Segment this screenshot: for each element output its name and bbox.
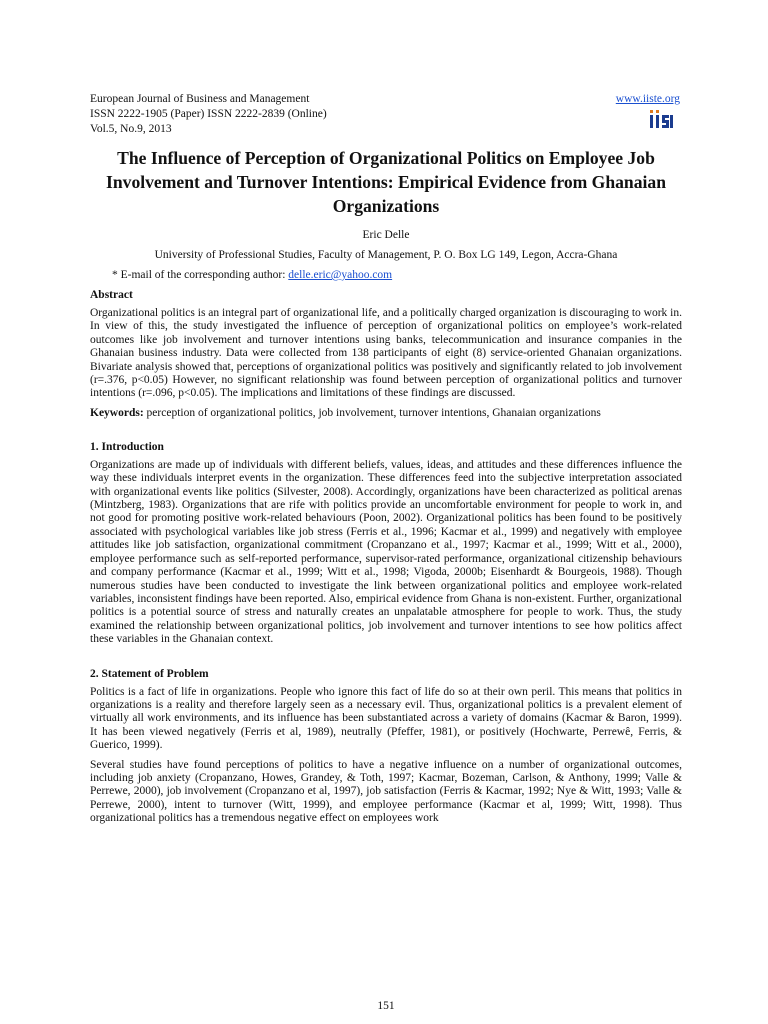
abstract-heading: Abstract (90, 289, 133, 301)
email-link[interactable]: delle.eric@yahoo.com (288, 269, 393, 281)
page-number: 151 (377, 1000, 395, 1012)
corresponding-email (90, 268, 682, 283)
paper-page (90, 92, 682, 1012)
author-affiliation: University of Professional Studies, Faculty of Management, P. O. Box LG 149, Legon, Accra-Ghana (154, 249, 618, 261)
keywords-label: Keywords: (90, 406, 144, 419)
journal-volume: Vol.5, No.9, 2013 (90, 123, 172, 135)
journal-url-link[interactable]: www.iiste.org (615, 93, 680, 105)
journal-header (90, 92, 682, 140)
keywords-text: perception of organizational politics, job involvement, turnover intentions, Ghanaian organizations (146, 406, 601, 419)
author-name: Eric Delle (362, 229, 410, 241)
keywords (90, 406, 682, 420)
journal-issn: ISSN 2222-1905 (Paper) ISSN 2222-2839 (Online) (90, 108, 327, 120)
paper-title: The Influence of Perception of Organizational Politics on Employee Job Involvement and Turnover Intentions: Empirical Evidence from Ghanaian Organizations (106, 148, 666, 216)
journal-name: European Journal of Business and Management (90, 93, 310, 105)
email-label: * E-mail of the corresponding author: (112, 269, 286, 281)
section-heading-introduction: 1. Introduction (90, 440, 164, 453)
problem-paragraph-1: Politics is a fact of life in organizations. People who ignore this fact of life do so at their own peril. This means that politics in organizations is a reality and therefore largely seen as a necessary evil. Thus, organizational politics is a prevalent element of virtually all work environments, and its influence has been substantiated across a variety of domains (Kacmar & Baron, 1999). It has been viewed negatively (Ferris et al, 1989), neutrally (Pfeffer, 1981), or positively (Hochwarte, Perrewê, Ferris, & Guerico, 1999). (90, 685, 682, 752)
iiste-logo-icon (648, 110, 674, 130)
introduction-paragraph: Organizations are made up of individuals with different beliefs, values, ideas, and attitudes and these differences influence the way these individuals interpret events in the organization. These differences feed into the subjective interpretation associated with organizational events like politics (Silvester, 2008). Accordingly, organizations have been characterized as political arenas (Mintzberg, 1983). Organizations that are rife with politics provide an uncomfortable environment for people to work in, and not good for promoting positive work-related behaviours (Poon, 2002). Organizational politics has been found to be positively associated with psychological variables like job stress (Ferris et al., 1996; Kacmar et al., 1999) and negatively with employee attitudes like job satisfaction, organizational commitment (Cropanzano et al., 1997; Kacmar et al., 1999; Witt et al., 2000), employee performance such as self-reported performance, supervisor-rated performance, organizational citizenship behaviours and company performance (Kacmar et al., 1999; Witt et al., 1998; Vigoda, 2000b; Eisenhardt & Bourgeois, 1988). Though numerous studies have been conducted to investigate the link between organizational politics and employee work-related variables, inconsistent findings have been reported. Also, empirical evidence from Ghana is non-existent. Further, organizational politics is a potential source of stress and naturally creates an unpalatable atmosphere for people to work. Thus, the study examined the relationship between organizational politics, job involvement and turnover intentions to see how politics affect these variables in the Ghanaian context. (90, 458, 682, 646)
abstract-text: Organizational politics is an integral part of organizational life, and a politically charged organization is discouraging to work in. In view of this, the study investigated the influence of perception of organizational politics on employee’s work-related outcomes like job involvement and turnover intentions using banks, telecommunication and insurance companies in the Ghanaian business industry. Data were collected from 138 participants of eight (8) service-oriented Ghanaian organizations. Bivariate analysis showed that, perceptions of organizational politics was positively and significantly related to job involvement (r=.376, p<0.05) However, no significant relationship was found between perception of organizational politics and turnover intentions (r=.096, p<0.05). The implications and limitations of these findings are discussed. (90, 307, 682, 400)
problem-paragraph-2: Several studies have found perceptions of politics to have a negative influence on a number of organizational outcomes, including job anxiety (Cropanzano, Howes, Grandey, & Toth, 1997; Kacmar, Bozeman, Carlson, & Anthony, 1999; Valle & Perrewe, 2000), job involvement (Cropanzano et al, 1997), job satisfaction (Ferris & Kacmar, 1992; Nye & Witt, 1993; Valle & Perrewe, 2000), intent to turnover (Witt, 1999), and employee performance (Kacmar et al, 1999; Witt, 1998). Thus organizational politics has a tremendous negative effect on employees work (90, 758, 682, 825)
section-heading-statement-of-problem: 2. Statement of Problem (90, 667, 209, 680)
